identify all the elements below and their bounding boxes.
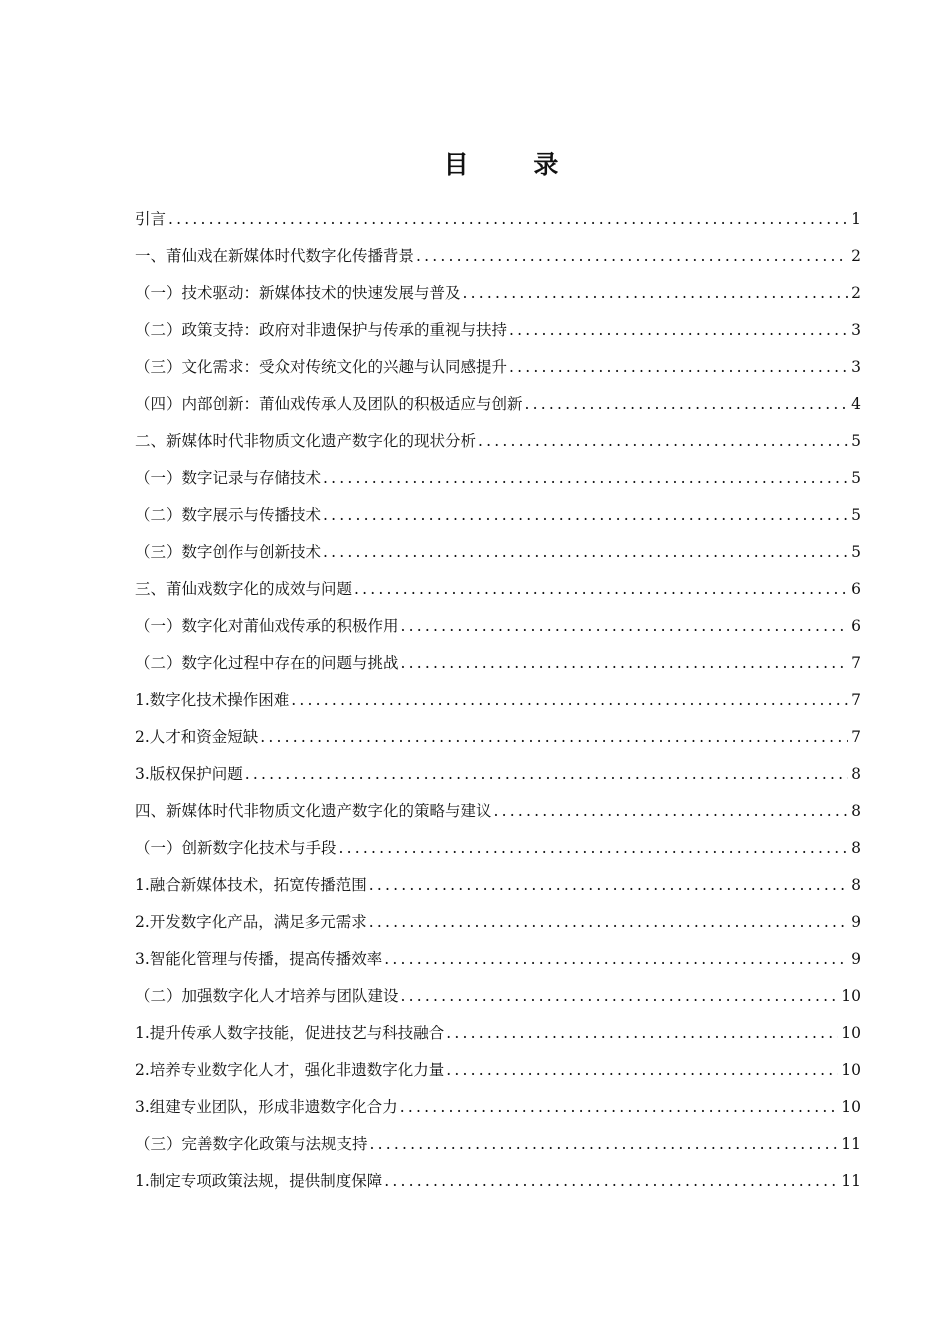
toc-entry[interactable] <box>135 867 861 904</box>
toc-entry[interactable] <box>135 1163 861 1200</box>
toc-page-number: 2 <box>851 247 861 265</box>
toc-entry-title: 四、新媒体时代非物质文化遗产数字化的策略与建议 <box>135 802 492 820</box>
toc-page-number: 10 <box>841 987 861 1005</box>
toc-dot-leader <box>509 349 848 386</box>
toc-entry[interactable] <box>135 534 861 571</box>
toc-page-number: 2 <box>851 284 861 302</box>
toc-entry-title: （一）数字化对莆仙戏传承的积极作用 <box>135 617 399 635</box>
toc-dot-leader <box>339 830 848 867</box>
toc-entry[interactable] <box>135 460 861 497</box>
toc-page-number: 6 <box>851 580 861 598</box>
toc-dot-leader <box>168 201 848 238</box>
toc-page-number: 7 <box>851 691 861 709</box>
toc-page-number: 5 <box>851 432 861 450</box>
toc-page-number: 6 <box>851 617 861 635</box>
toc-entry[interactable] <box>135 1126 861 1163</box>
toc-page-number: 10 <box>841 1024 861 1042</box>
toc-dot-leader <box>401 645 848 682</box>
toc-dot-leader <box>446 1015 838 1052</box>
toc-dot-leader <box>463 275 848 312</box>
toc-entry[interactable] <box>135 238 861 275</box>
toc-dot-leader <box>323 497 848 534</box>
toc-entry-title: 3.版权保护问题 <box>135 765 243 783</box>
toc-entry[interactable] <box>135 497 861 534</box>
toc-entry[interactable] <box>135 904 861 941</box>
toc-page-number: 5 <box>851 506 861 524</box>
toc-page-number: 3 <box>851 358 861 376</box>
toc-dot-leader <box>245 756 848 793</box>
toc-dot-leader <box>323 460 848 497</box>
toc-entry-title: （一）数字记录与存储技术 <box>135 469 322 487</box>
toc-page-number: 8 <box>851 876 861 894</box>
toc-page-number: 10 <box>841 1098 861 1116</box>
toc-entry[interactable] <box>135 756 861 793</box>
toc-page-number: 9 <box>851 950 861 968</box>
toc-page-number: 9 <box>851 913 861 931</box>
toc-entry-title: 1.数字化技术操作困难 <box>135 691 290 709</box>
toc-page-number: 7 <box>851 654 861 672</box>
toc-entry[interactable] <box>135 978 861 1015</box>
toc-dot-leader <box>384 1163 838 1200</box>
toc-entry-title: 2.人才和资金短缺 <box>135 728 259 746</box>
toc-dot-leader <box>416 238 848 275</box>
toc-entry[interactable] <box>135 719 861 756</box>
toc-entry-title: 二、新媒体时代非物质文化遗产数字化的现状分析 <box>135 432 477 450</box>
toc-page-number: 8 <box>851 839 861 857</box>
toc-page-number: 1 <box>851 210 861 228</box>
toc-entry[interactable] <box>135 275 861 312</box>
toc-dot-leader <box>291 682 848 719</box>
toc-entry-title: 3.组建专业团队，形成非遗数字化合力 <box>135 1098 398 1116</box>
toc-dot-leader <box>478 423 848 460</box>
toc-dot-leader <box>323 534 848 571</box>
toc-entry[interactable] <box>135 386 861 423</box>
toc-entry-title: 3.智能化管理与传播，提高传播效率 <box>135 950 383 968</box>
toc-title: 目 录 <box>443 150 587 179</box>
toc-entry-title: （二）加强数字化人才培养与团队建设 <box>135 987 399 1005</box>
toc-dot-leader <box>370 1126 839 1163</box>
toc-page-number: 11 <box>841 1172 861 1190</box>
toc-dot-leader <box>369 904 848 941</box>
toc-entry[interactable] <box>135 1089 861 1126</box>
toc-dot-leader <box>384 941 848 978</box>
toc-entry-title: （三）文化需求：受众对传统文化的兴趣与认同感提升 <box>135 358 508 376</box>
toc-entry[interactable] <box>135 682 861 719</box>
toc-entry-title: 一、莆仙戏在新媒体时代数字化传播背景 <box>135 247 415 265</box>
toc-entry-title: 2.培养专业数字化人才，强化非遗数字化力量 <box>135 1061 445 1079</box>
toc-dot-leader <box>401 608 848 645</box>
toc-entry[interactable] <box>135 608 861 645</box>
toc-entry[interactable] <box>135 1015 861 1052</box>
toc-page-number: 4 <box>851 395 861 413</box>
toc-entry-title: （三）数字创作与创新技术 <box>135 543 322 561</box>
toc-dot-leader <box>260 719 848 756</box>
toc-entry-title: （三）完善数字化政策与法规支持 <box>135 1135 368 1153</box>
toc-dot-leader <box>401 978 839 1015</box>
toc-entry[interactable] <box>135 349 861 386</box>
toc-entry-title: 2.开发数字化产品，满足多元需求 <box>135 913 367 931</box>
toc-entry-title: （二）政策支持：政府对非遗保护与传承的重视与扶持 <box>135 321 508 339</box>
toc-entry[interactable] <box>135 201 861 238</box>
table-of-contents <box>135 201 861 1200</box>
toc-entry[interactable] <box>135 941 861 978</box>
toc-page-number: 5 <box>851 469 861 487</box>
toc-entry[interactable] <box>135 1052 861 1089</box>
toc-dot-leader <box>446 1052 838 1089</box>
toc-page-number: 8 <box>851 802 861 820</box>
toc-entry-title: （二）数字化过程中存在的问题与挑战 <box>135 654 399 672</box>
toc-entry[interactable] <box>135 571 861 608</box>
toc-entry-title: 1.提升传承人数字技能，促进技艺与科技融合 <box>135 1024 445 1042</box>
toc-page-number: 5 <box>851 543 861 561</box>
toc-entry-title: 1.制定专项政策法规，提供制度保障 <box>135 1172 383 1190</box>
toc-page-number: 7 <box>851 728 861 746</box>
toc-entry-title: 三、莆仙戏数字化的成效与问题 <box>135 580 353 598</box>
toc-dot-leader <box>369 867 848 904</box>
toc-entry-title: （一）创新数字化技术与手段 <box>135 839 337 857</box>
toc-entry-title: （二）数字展示与传播技术 <box>135 506 322 524</box>
toc-entry-title: 1.融合新媒体技术，拓宽传播范围 <box>135 876 367 894</box>
toc-entry-title: 引言 <box>135 210 167 228</box>
toc-entry[interactable] <box>135 312 861 349</box>
toc-dot-leader <box>525 386 848 423</box>
toc-entry[interactable] <box>135 645 861 682</box>
toc-entry-title: （四）内部创新：莆仙戏传承人及团队的积极适应与创新 <box>135 395 523 413</box>
toc-dot-leader <box>400 1089 838 1126</box>
toc-dot-leader <box>509 312 848 349</box>
toc-entry[interactable] <box>135 423 861 460</box>
toc-dot-leader <box>494 793 848 830</box>
toc-entry[interactable] <box>135 793 861 830</box>
toc-page-number: 3 <box>851 321 861 339</box>
toc-entry[interactable] <box>135 830 861 867</box>
toc-entry-title: （一）技术驱动：新媒体技术的快速发展与普及 <box>135 284 461 302</box>
toc-page-number: 11 <box>841 1135 861 1153</box>
toc-page-number: 8 <box>851 765 861 783</box>
toc-page-number: 10 <box>841 1061 861 1079</box>
toc-dot-leader <box>354 571 848 608</box>
